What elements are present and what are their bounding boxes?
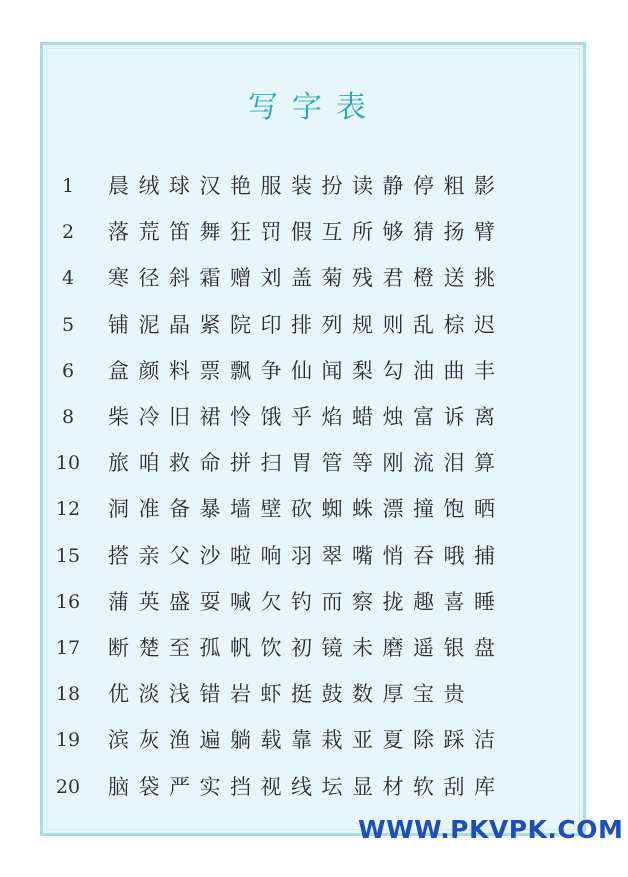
character: 晨 — [108, 174, 129, 198]
character: 读 — [352, 174, 373, 198]
table-row — [0, 351, 628, 391]
character: 啦 — [230, 543, 251, 568]
character: 嘴 — [352, 543, 373, 568]
character: 径 — [138, 266, 160, 291]
character: 遥 — [413, 636, 434, 660]
character: 蒲 — [108, 589, 129, 614]
character-list — [108, 166, 505, 206]
character: 刮 — [443, 774, 465, 799]
character: 饿 — [260, 405, 282, 429]
character: 蜘 — [321, 497, 343, 522]
character: 备 — [169, 497, 190, 522]
character: 互 — [321, 220, 343, 245]
character: 赠 — [230, 266, 251, 291]
character: 喜 — [443, 589, 465, 614]
character: 排 — [291, 312, 312, 337]
character-list — [108, 351, 505, 391]
table-row — [0, 258, 628, 298]
character: 数 — [352, 682, 373, 707]
character: 夏 — [382, 728, 404, 753]
character: 飘 — [230, 358, 251, 383]
character: 狂 — [230, 220, 251, 245]
character: 库 — [474, 774, 495, 799]
character: 羽 — [291, 543, 312, 568]
character: 错 — [199, 682, 221, 707]
character: 墙 — [230, 497, 251, 522]
character: 丰 — [474, 358, 495, 383]
character: 洁 — [474, 728, 495, 753]
page-title: 写字表 — [248, 90, 380, 125]
character: 耍 — [199, 589, 221, 614]
character: 除 — [413, 728, 434, 753]
character: 断 — [108, 636, 129, 660]
character: 诉 — [443, 405, 465, 429]
character: 笛 — [169, 220, 190, 245]
character: 悄 — [382, 543, 404, 568]
character: 管 — [321, 451, 343, 476]
character: 蜡 — [352, 405, 373, 429]
character: 虾 — [260, 682, 282, 707]
character: 梨 — [352, 358, 373, 383]
character: 粗 — [443, 174, 465, 198]
character: 渔 — [169, 728, 190, 753]
character: 优 — [108, 682, 129, 707]
character: 料 — [169, 358, 190, 383]
character: 蛛 — [352, 497, 373, 522]
table-frame — [40, 42, 586, 836]
character: 富 — [413, 405, 434, 429]
character: 实 — [199, 774, 221, 799]
character: 乱 — [413, 312, 434, 337]
character: 斜 — [169, 266, 190, 291]
character: 够 — [382, 220, 404, 245]
character: 烛 — [382, 405, 404, 429]
character: 院 — [230, 312, 251, 337]
character: 球 — [169, 174, 190, 198]
character: 捕 — [474, 543, 495, 568]
lesson-number: 1 — [61, 175, 75, 197]
character-list — [108, 674, 474, 714]
character: 挺 — [291, 682, 312, 707]
character: 躺 — [230, 728, 251, 753]
character: 磨 — [382, 636, 404, 660]
character: 宝 — [413, 682, 434, 707]
character: 刘 — [260, 266, 282, 291]
character: 算 — [474, 451, 495, 476]
character: 亚 — [352, 728, 373, 753]
character-list — [108, 305, 505, 345]
character: 铺 — [108, 312, 129, 337]
character: 紧 — [199, 312, 221, 337]
character: 离 — [474, 405, 495, 429]
character-list — [108, 489, 505, 529]
character: 油 — [413, 358, 434, 383]
character: 挑 — [474, 266, 495, 291]
character: 焰 — [321, 405, 343, 429]
character: 棕 — [443, 312, 465, 337]
character: 而 — [321, 589, 343, 614]
character: 救 — [169, 451, 190, 476]
character: 至 — [169, 636, 190, 660]
character: 静 — [382, 174, 404, 198]
character: 旧 — [169, 405, 190, 429]
lesson-number: 2 — [61, 221, 75, 244]
character: 袋 — [138, 774, 160, 799]
character: 哦 — [443, 543, 465, 568]
table-row — [0, 720, 628, 760]
character: 扮 — [321, 174, 343, 198]
character: 帆 — [230, 636, 251, 660]
character: 拼 — [230, 451, 251, 476]
table-row — [0, 305, 628, 345]
character: 壁 — [260, 497, 282, 522]
character: 闻 — [321, 358, 343, 383]
character: 岩 — [230, 682, 251, 707]
character: 贵 — [443, 682, 465, 707]
character: 趣 — [413, 589, 434, 614]
character: 落 — [108, 220, 129, 245]
character-list — [108, 582, 505, 622]
character: 假 — [291, 220, 312, 245]
table-row — [0, 443, 628, 483]
character: 所 — [352, 220, 373, 245]
lesson-number: 12 — [55, 498, 81, 521]
character: 初 — [291, 636, 312, 660]
character: 镜 — [321, 636, 343, 660]
character: 乎 — [291, 405, 312, 429]
character-list — [108, 258, 505, 298]
character: 晶 — [169, 312, 190, 337]
character: 漂 — [382, 497, 404, 522]
character: 银 — [443, 636, 465, 660]
character: 栽 — [321, 728, 343, 753]
lesson-number: 19 — [55, 729, 81, 752]
table-row — [0, 166, 628, 206]
character-list — [108, 443, 505, 483]
character: 服 — [260, 174, 282, 198]
character: 扫 — [260, 451, 282, 476]
character: 浅 — [169, 682, 190, 707]
table-row — [0, 397, 628, 437]
character: 等 — [352, 451, 373, 476]
table-row — [0, 489, 628, 529]
character: 盘 — [474, 636, 495, 660]
character: 扬 — [443, 220, 465, 245]
character-list — [108, 767, 505, 807]
table-row — [0, 582, 628, 622]
character: 猜 — [413, 220, 434, 245]
character: 旅 — [108, 451, 129, 476]
lesson-number: 16 — [55, 590, 81, 613]
character: 颜 — [138, 358, 160, 383]
character: 坛 — [321, 774, 343, 799]
character: 勾 — [382, 358, 404, 383]
lesson-number: 4 — [61, 267, 75, 290]
character: 则 — [382, 312, 404, 337]
character: 命 — [199, 451, 221, 476]
character: 准 — [138, 497, 160, 522]
character: 裙 — [199, 405, 221, 429]
character-list — [108, 212, 505, 252]
character: 未 — [352, 636, 373, 660]
character: 迟 — [474, 312, 495, 337]
character: 察 — [352, 589, 373, 614]
lesson-number: 6 — [61, 359, 75, 382]
character: 撞 — [413, 497, 434, 522]
character: 寒 — [108, 266, 129, 291]
character: 停 — [413, 174, 434, 198]
character: 踩 — [443, 728, 465, 753]
character: 臂 — [474, 220, 495, 245]
character: 英 — [138, 589, 160, 614]
character: 仙 — [291, 358, 312, 383]
character: 晒 — [474, 497, 495, 522]
character: 翠 — [321, 543, 343, 568]
character: 亲 — [138, 543, 160, 568]
character-list — [108, 628, 505, 668]
character: 橙 — [413, 266, 434, 291]
character-list — [108, 536, 505, 576]
character: 遍 — [199, 728, 221, 753]
character: 胃 — [291, 451, 312, 476]
lesson-number: 20 — [55, 775, 81, 798]
character: 钓 — [291, 589, 312, 614]
character: 视 — [260, 774, 282, 799]
character: 严 — [169, 774, 190, 799]
character: 灰 — [138, 728, 160, 753]
character: 舞 — [199, 220, 221, 245]
lesson-number: 10 — [55, 452, 81, 475]
table-row — [0, 674, 628, 714]
character: 孤 — [199, 636, 221, 660]
character: 拢 — [382, 589, 404, 614]
character: 响 — [260, 543, 282, 568]
table-row — [0, 536, 628, 576]
character: 汉 — [199, 174, 221, 198]
watermark: WWW.PKVPK.COM — [358, 815, 624, 844]
character: 票 — [199, 358, 221, 383]
lesson-number: 17 — [55, 637, 81, 659]
character: 线 — [291, 774, 312, 799]
character: 砍 — [291, 497, 312, 522]
character: 饱 — [443, 497, 465, 522]
character: 父 — [169, 543, 190, 568]
character: 搭 — [108, 543, 129, 568]
lesson-number: 15 — [55, 544, 81, 567]
character: 软 — [413, 774, 434, 799]
character: 艳 — [230, 174, 251, 198]
character-list — [108, 720, 505, 760]
character: 印 — [260, 312, 282, 337]
lesson-number: 18 — [55, 683, 81, 706]
character: 盛 — [169, 589, 190, 614]
character: 滨 — [108, 728, 129, 753]
character: 影 — [474, 174, 495, 198]
character: 泥 — [138, 312, 160, 337]
character: 鼓 — [321, 682, 343, 707]
character: 冷 — [138, 405, 160, 429]
character: 饮 — [260, 636, 282, 660]
character: 曲 — [443, 358, 465, 383]
character: 淡 — [138, 682, 160, 707]
character: 洞 — [108, 497, 129, 522]
character: 规 — [352, 312, 373, 337]
character: 脑 — [108, 774, 129, 799]
character: 厚 — [382, 682, 404, 707]
character: 流 — [413, 451, 434, 476]
lesson-number: 5 — [61, 313, 75, 336]
character: 靠 — [291, 728, 312, 753]
character: 暴 — [199, 497, 221, 522]
character: 咱 — [138, 451, 160, 476]
character: 睡 — [474, 589, 495, 614]
character: 装 — [291, 174, 312, 198]
character: 盖 — [291, 266, 312, 291]
character: 材 — [382, 774, 404, 799]
character: 争 — [260, 358, 282, 383]
character: 怜 — [230, 405, 251, 429]
character: 刚 — [382, 451, 404, 476]
character: 菊 — [321, 266, 343, 291]
character: 吞 — [413, 543, 434, 568]
table-row — [0, 628, 628, 668]
character: 残 — [352, 266, 373, 291]
character: 盒 — [108, 358, 129, 383]
character: 沙 — [199, 543, 221, 568]
character: 列 — [321, 312, 343, 337]
character: 霜 — [199, 266, 221, 291]
table-row — [0, 212, 628, 252]
character: 泪 — [443, 451, 465, 476]
character: 显 — [352, 774, 373, 799]
table-row — [0, 767, 628, 807]
character: 绒 — [138, 174, 160, 198]
character: 喊 — [230, 589, 251, 614]
character: 挡 — [230, 774, 251, 799]
character: 欠 — [260, 589, 282, 614]
character: 柴 — [108, 405, 129, 429]
character: 楚 — [138, 636, 160, 660]
character: 罚 — [260, 220, 282, 245]
character: 送 — [443, 266, 465, 291]
character: 君 — [382, 266, 404, 291]
character-list — [108, 397, 505, 437]
character: 荒 — [138, 220, 160, 245]
character: 载 — [260, 728, 282, 753]
lesson-number: 8 — [61, 406, 75, 428]
